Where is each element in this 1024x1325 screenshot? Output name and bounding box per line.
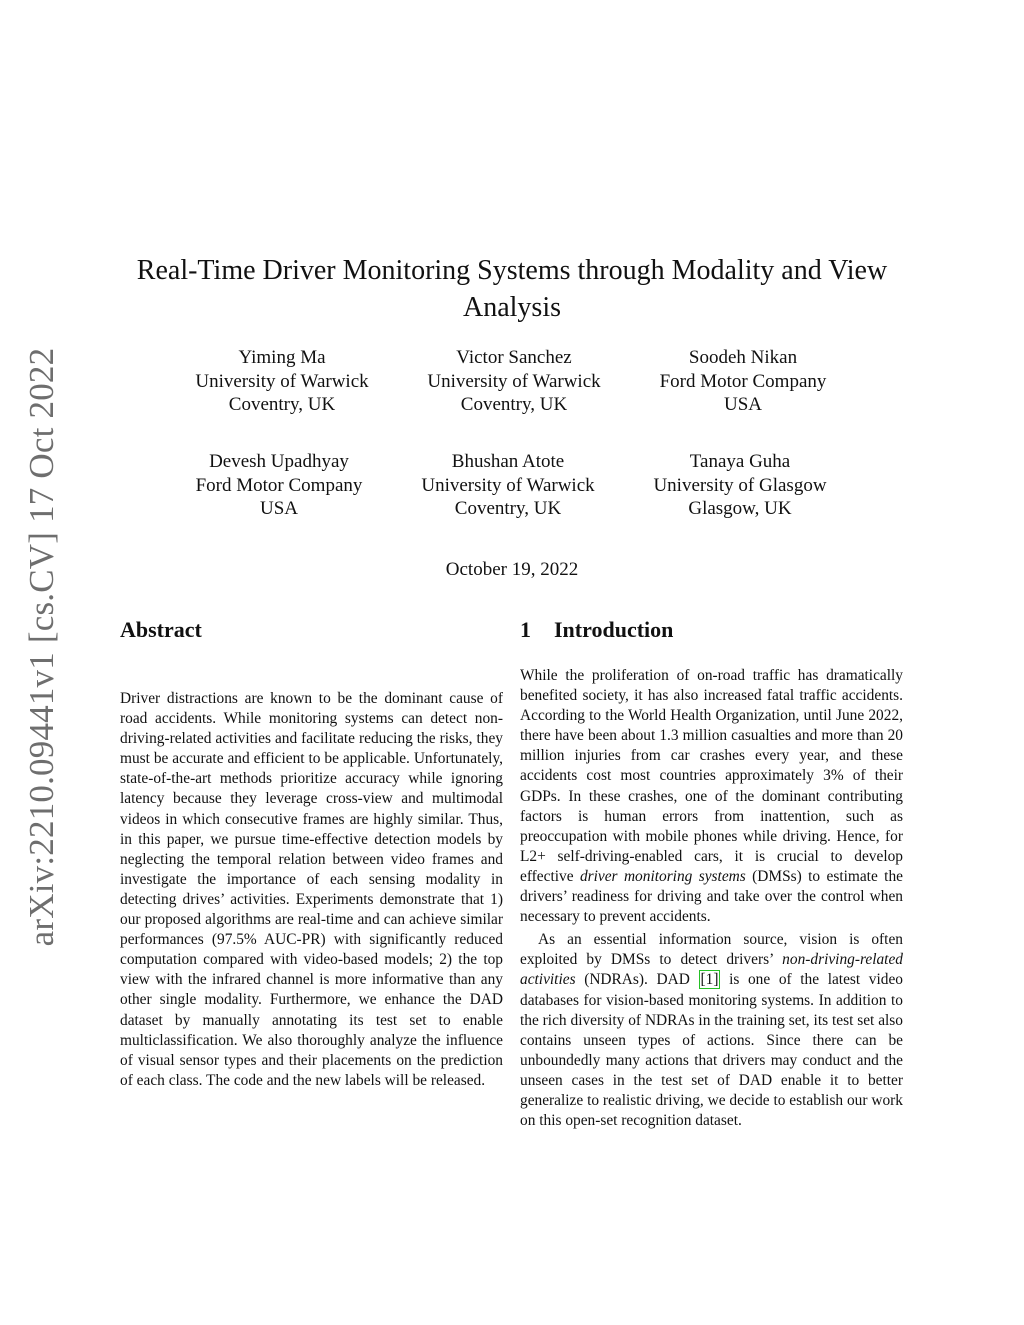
abstract-body: [120, 689, 503, 1091]
author-affiliation: Ford Motor Company: [659, 370, 827, 392]
abstract-paragraph: Driver distractions are known to be the dominant cause of road accidents. While monitoring systems can detect non-driving-related activities and facilitate reducing the risks, they must be accurate and efficient to be applicable. Unfortunately, state-of-the-art methods prioritize accuracy while ignoring latency because they leverage cross-view and multimodal videos in which consecutive frames are highly similar. Thus, in this paper, we pursue time-effective detection models by neglecting the temporal relation between video frames and investigate the importance of each sensing modality in detecting drives’ activities. Experiments demonstrate that 1) our proposed algorithms are real-time and can achieve similar performances (97.5% AUC-PR) with significantly reduced computation compared with video-based models; 2) the top view with the infrared channel is more informative than any other single modality. Furthermore, we enhance the DAD dataset by manually annotating its test set to enable multiclassification. We also thoroughly analyze the influence of visual sensor types and their placements on the prediction of each class. The code and the new labels will be released.: [120, 690, 503, 1089]
author-name: Bhushan Atote: [451, 451, 565, 472]
abstract-heading-text: Abstract: [120, 617, 202, 642]
paper-title: Real-Time Driver Monitoring Systems through Modality and View Analysis: [136, 255, 888, 323]
introduction-heading: [520, 616, 673, 644]
intro-p2-text-c: is one of the latest video databases for vision-based monitoring systems. In addition to the rich diversity of NDRAs in the training set, its test set also contains unseen types of actions. Since there can be unboundedly many actions that drivers may conduct and the unseen cases in the test set of DAD enable it to better generalize to realistic driving, we decide to establish our work on this open-set recognition dataset.: [520, 971, 903, 1130]
author-card: [404, 346, 624, 417]
author-location: USA: [259, 498, 298, 519]
author-card: [633, 346, 853, 417]
author-affiliation: University of Warwick: [421, 474, 595, 496]
arxiv-side-stamp: arXiv:2210.09441v1 [cs.CV] 17 Oct 2022: [22, 347, 61, 947]
author-name: Soodeh Nikan: [688, 347, 798, 368]
intro-p2-text-a: As an essential information source, vision is often exploited by DMSs to detect drivers’: [520, 931, 903, 969]
author-card: [398, 450, 618, 521]
author-card: [630, 450, 850, 521]
intro-paragraph-2: [520, 930, 903, 1131]
author-affiliation: Ford Motor Company: [195, 474, 363, 496]
author-name: Tanaya Guha: [689, 451, 791, 472]
author-affiliation: University of Glasgow: [653, 474, 827, 496]
intro-p1-text-a: While the proliferation of on-road traffic has dramatically benefited society, it has also increased fatal traffic accidents. According to the World Health Organization, until June 2022, there have been about 1.3 million casualties and more than 20 million injuries from car crashes every year, and these accidents cost most countries approximately 3% of their GDPs. In these crashes, one of the dominant contributing factors is human errors from inattention, such as preoccupation with mobile phones while driving. Hence, for L2+ self-driving-enabled cars, it is crucial to develop effective: [520, 667, 903, 885]
author-card: [172, 346, 392, 417]
paper-date: October 19, 2022: [445, 559, 579, 580]
abstract-heading: [120, 616, 202, 644]
intro-p1-emphasis: driver monitoring systems: [579, 867, 746, 885]
citation-link[interactable]: [1]: [700, 971, 719, 989]
author-affiliation: University of Warwick: [427, 370, 601, 392]
section-number: 1: [520, 617, 531, 642]
intro-p2-emphasis: non-driving-related activities: [520, 951, 903, 989]
author-affiliation: University of Warwick: [195, 370, 369, 392]
author-name: Yiming Ma: [238, 347, 326, 368]
author-card: [169, 450, 389, 521]
intro-paragraph-1: [520, 666, 903, 927]
author-location: Glasgow, UK: [688, 498, 792, 519]
author-location: Coventry, UK: [460, 394, 568, 415]
intro-p2-text-b: (NDRAs). DAD: [575, 971, 699, 989]
author-location: Coventry, UK: [454, 498, 562, 519]
introduction-body: [520, 666, 903, 1131]
author-location: USA: [723, 394, 762, 415]
author-name: Devesh Upadhyay: [209, 451, 349, 472]
introduction-heading-text: Introduction: [554, 617, 674, 642]
intro-p1-text-b: (DMSs) to estimate the drivers’ readiness for driving and take over the control when necessary to prevent accidents.: [520, 867, 903, 926]
author-name: Victor Sanchez: [456, 347, 572, 368]
author-location: Coventry, UK: [228, 394, 336, 415]
